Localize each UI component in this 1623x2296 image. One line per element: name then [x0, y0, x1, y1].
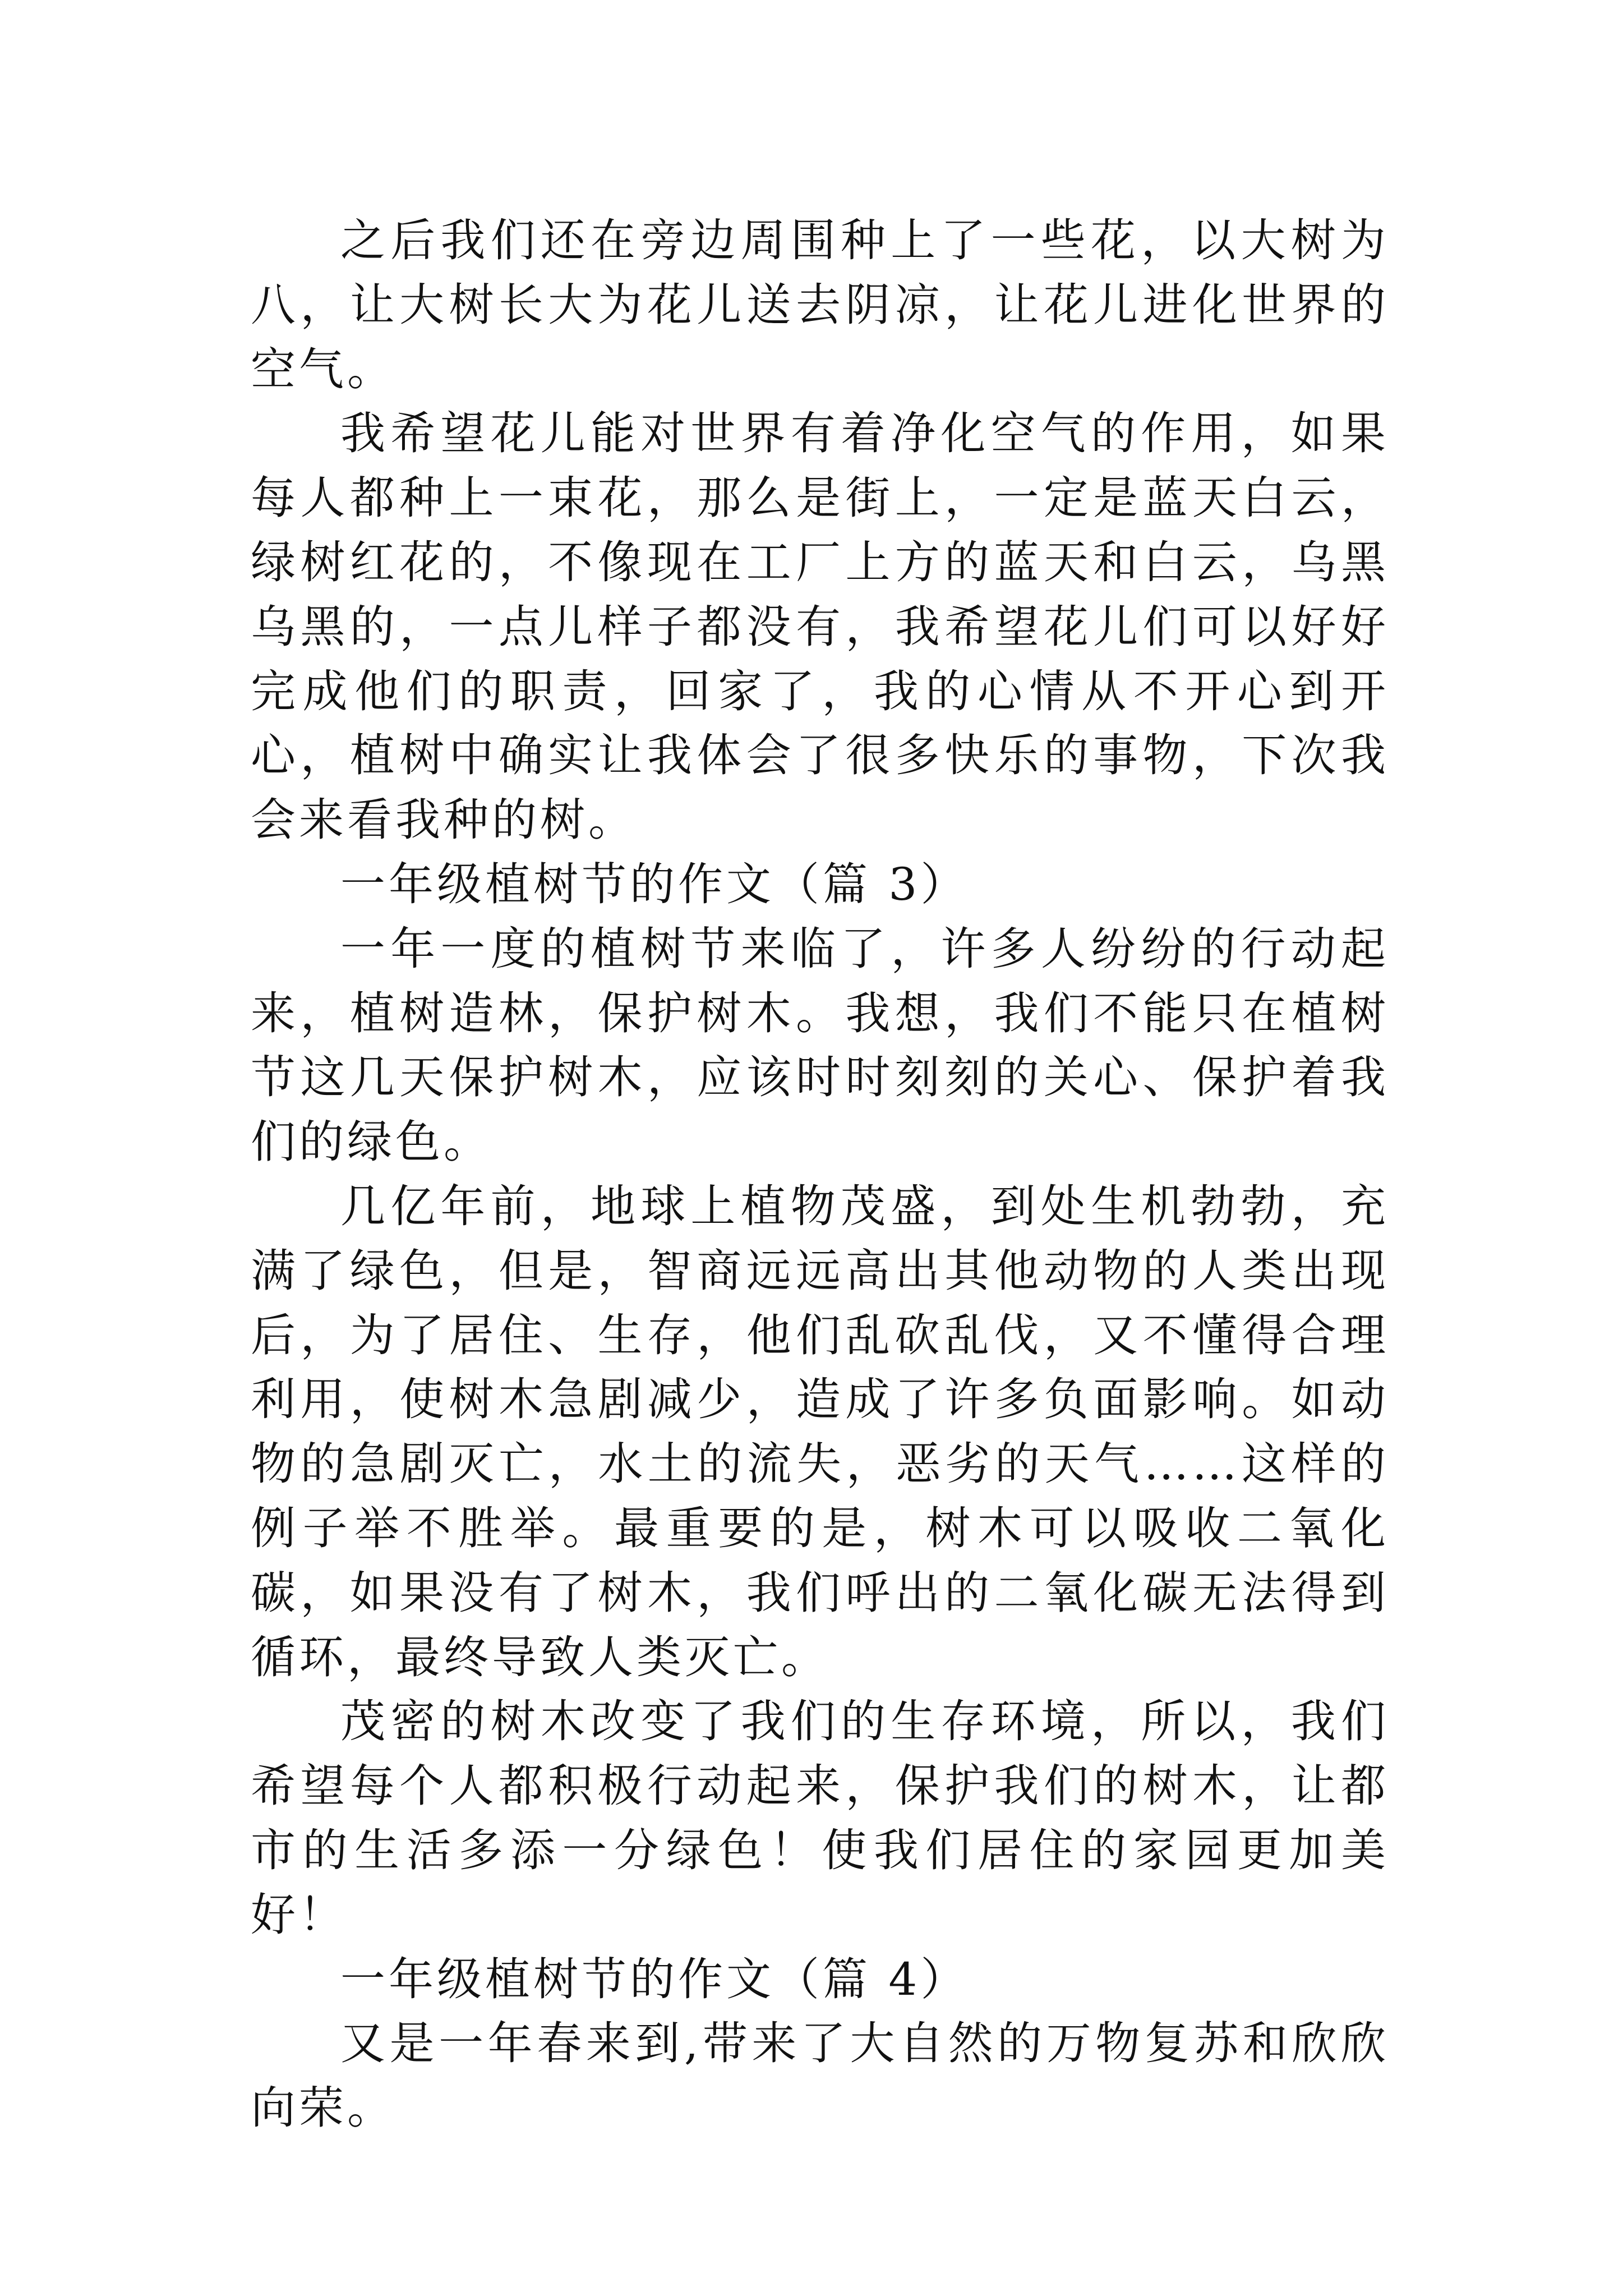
document-body — [251, 209, 1389, 2141]
paragraph: 我希望花儿能对世界有着净化空气的作用，如果每人都种上一束花，那么是街上，一定是蓝天白云，绿树红花的，不像现在工厂上方的蓝天和白云，乌黑乌黑的，一点儿样子都没有，我希望花儿们可以好好完成他们的职责，回家了，我的心情从不开心到开心，植树中确实让我体会了很多快乐的事物，下次我会来看我种的树。 — [251, 407, 1389, 846]
paragraph: 一年一度的植树节来临了，许多人纷纷的行动起来，植树造林，保护树木。我想，我们不能只在植树节这几天保护树木，应该时时刻刻的关心、保护着我们的绿色。 — [251, 922, 1389, 1168]
paragraph: 又是一年春来到,带来了大自然的万物复苏和欣欣向荣。 — [251, 2017, 1389, 2134]
section-heading: 一年级植树节的作文（篇 4） — [340, 1953, 969, 2005]
paragraph: 几亿年前，地球上植物茂盛，到处生机勃勃，充满了绿色，但是，智商远远高出其他动物的人类出现后，为了居住、生存，他们乱砍乱伐，又不懂得合理利用，使树木急剧减少，造成了许多负面影响。如动物的急剧灭亡，水土的流失，恶劣的天气……这样的例子举不胜举。最重要的是，树木可以吸收二氧化碳，如果没有了树木，我们呼出的二氧化碳无法得到循环，最终导致人类灭亡。 — [251, 1180, 1389, 1683]
paragraph: 之后我们还在旁边周围种上了一些花，以大树为八，让大树长大为花儿送去阴凉，让花儿进化世界的空气。 — [251, 214, 1389, 395]
section-heading: 一年级植树节的作文（篇 3） — [340, 858, 969, 910]
paragraph: 茂密的树木改变了我们的生存环境，所以，我们希望每个人都积极行动起来，保护我们的树木，让都市的生活多添一分绿色！使我们居住的家园更加美好！ — [251, 1695, 1389, 1941]
